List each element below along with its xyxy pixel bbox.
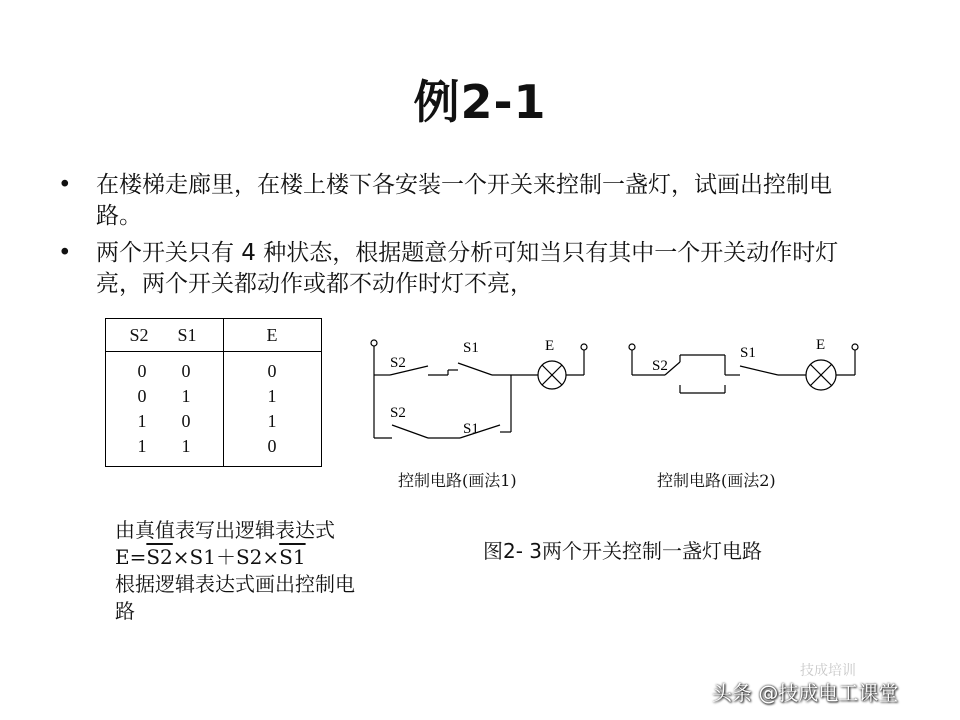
eq-s1-bar: S1 xyxy=(279,545,306,569)
expression-intro: 由真值表写出逻辑表达式 xyxy=(115,518,335,542)
cell: 1 xyxy=(181,436,191,456)
logic-expression xyxy=(115,544,435,571)
cell: 0 xyxy=(267,436,277,456)
bullet-marker: • xyxy=(58,240,72,266)
bullet-text-2: 两个开关只有 4 种状态，根据题意分析可知当只有其中一个开关动作时灯亮，两个开关都动作或都不动作时灯不亮， xyxy=(96,240,839,297)
label-s1: S1 xyxy=(463,421,479,437)
switch-s2-lower xyxy=(392,425,428,438)
expression-note-1: 根据逻辑表达式画出控制电 xyxy=(115,572,355,596)
cell: 1 xyxy=(181,386,191,406)
terminal-right xyxy=(581,344,587,350)
bullet-list xyxy=(58,170,878,306)
bullet-item xyxy=(58,238,878,300)
cell: 1 xyxy=(137,411,147,431)
bullet-text-1: 在楼梯走廊里，在楼上楼下各安装一个开关来控制一盏灯，试画出控制电路。 xyxy=(96,172,832,229)
cell: 0 xyxy=(181,411,191,431)
bullet-item xyxy=(58,170,878,232)
watermark-main: 头条 @技成电工课堂 xyxy=(712,681,899,705)
cell: 1 xyxy=(137,436,147,456)
switch-s1-2 xyxy=(740,366,778,375)
caption-method-1: 控制电路(画法1) xyxy=(398,471,517,490)
label-s1: S1 xyxy=(463,340,479,356)
label-s1: S1 xyxy=(740,345,756,361)
circuit-diagrams xyxy=(355,330,875,460)
cell: 0 xyxy=(267,361,277,381)
cell: 0 xyxy=(137,386,147,406)
header-s2: S2 xyxy=(129,325,149,345)
cell: 1 xyxy=(267,411,277,431)
slide-title: 例2-1 xyxy=(413,75,547,129)
eq-prefix: E= xyxy=(115,545,147,569)
header-e: E xyxy=(266,325,278,345)
switch-s1-upper xyxy=(458,363,492,375)
eq-s2-bar: S2 xyxy=(146,545,173,569)
bullet-marker: • xyxy=(58,172,72,198)
label-e: E xyxy=(816,337,826,353)
terminal-left-2 xyxy=(629,344,635,350)
table-divider-horizontal xyxy=(106,351,321,352)
terminal-right-2 xyxy=(852,344,858,350)
header-s1: S1 xyxy=(177,325,197,345)
cell: 0 xyxy=(137,361,147,381)
label-s2: S2 xyxy=(390,405,406,421)
label-e: E xyxy=(545,338,555,354)
cell: 1 xyxy=(267,386,277,406)
label-s2: S2 xyxy=(390,355,406,371)
eq-middle: ×S1＋S2× xyxy=(172,545,280,569)
table-divider-vertical xyxy=(223,319,224,466)
caption-method-2: 控制电路(画法2) xyxy=(657,471,776,490)
figure-caption: 图2- 3两个开关控制一盏灯电路 xyxy=(483,539,763,563)
expression-block xyxy=(115,517,435,625)
watermark-small: 技成培训 xyxy=(800,663,856,679)
truth-table xyxy=(105,318,322,467)
cell: 0 xyxy=(181,361,191,381)
terminal-left xyxy=(371,340,377,346)
label-s2: S2 xyxy=(652,358,668,374)
expression-note-2: 路 xyxy=(115,599,135,623)
